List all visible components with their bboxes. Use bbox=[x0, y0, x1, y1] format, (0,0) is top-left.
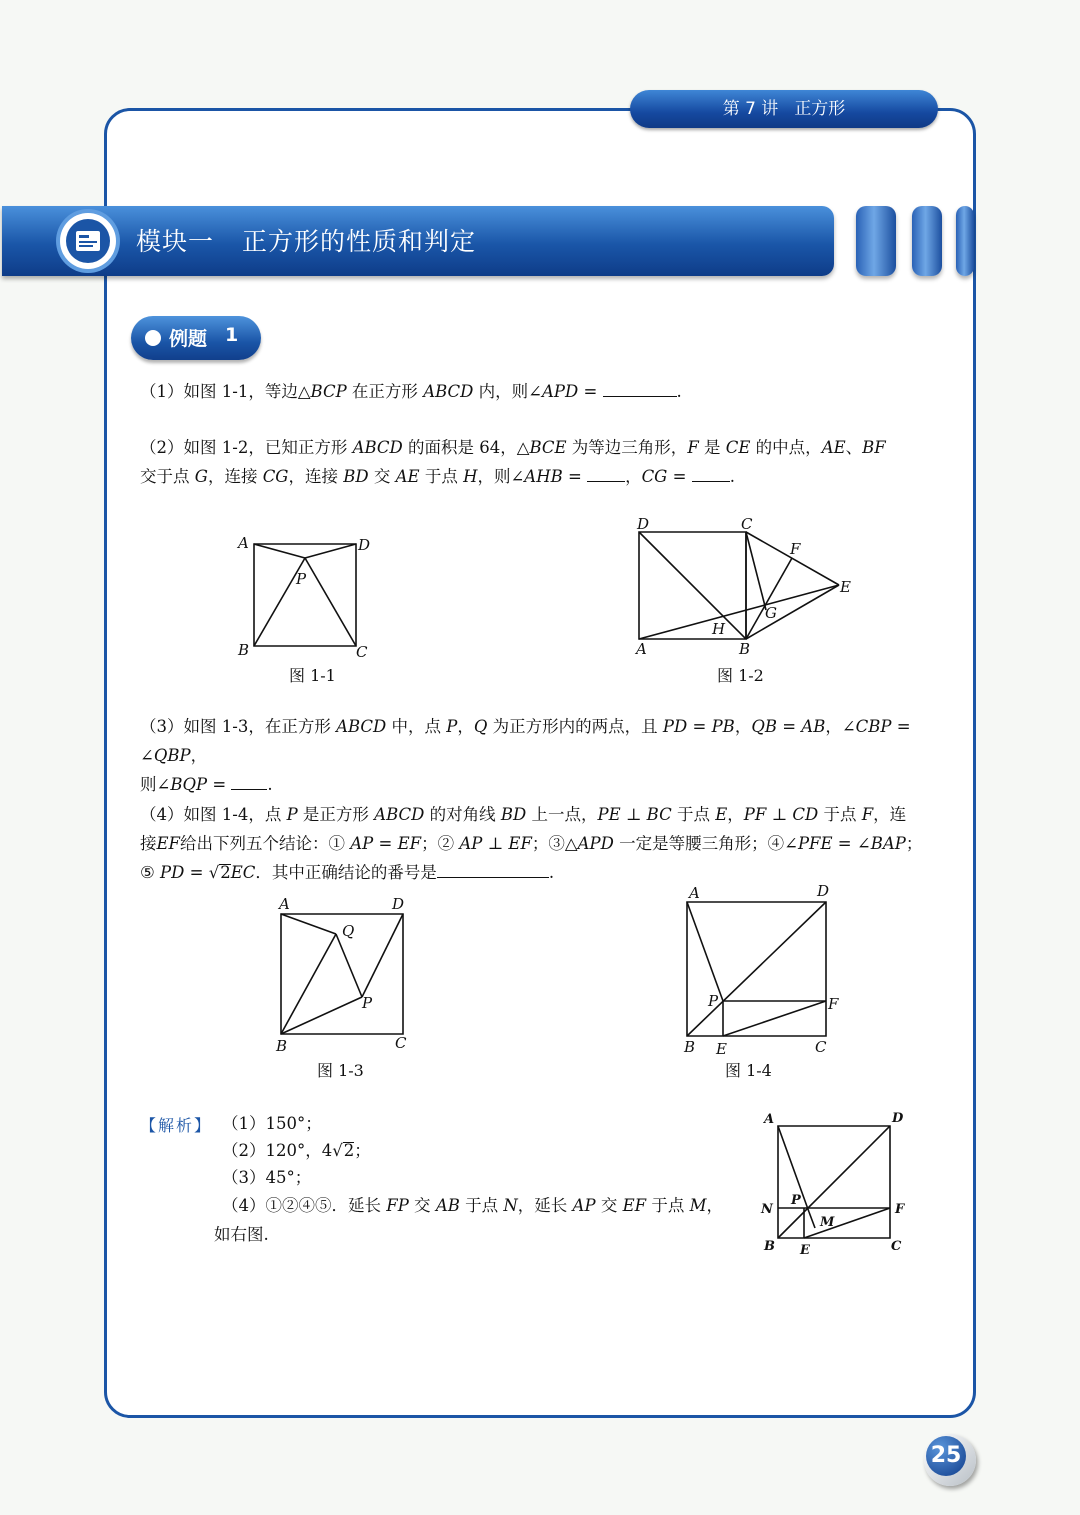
example-tab bbox=[131, 316, 261, 360]
answer-4: （4）①②④⑤．延长 FP 交 AB 于点 N，延长 AP 交 EF 于点 M， bbox=[222, 1196, 723, 1215]
point-label-b: B bbox=[684, 1038, 696, 1056]
segment-ef bbox=[804, 1208, 890, 1238]
answer-blank bbox=[231, 771, 267, 790]
lecture-number: 第 7 讲 bbox=[722, 99, 779, 119]
module-title bbox=[136, 222, 476, 258]
segment-db bbox=[639, 532, 746, 639]
page-number: 25 bbox=[926, 1436, 966, 1476]
figure-caption: 图 1-4 bbox=[725, 1061, 772, 1080]
banner-deco-bar bbox=[956, 206, 974, 276]
question-2: （2）如图 1-2，已知正方形 ABCD 的面积是 64，△BCE 为等边三角形，F 是 CE 的中点，AE、BF 交于点 G，连接 CG，连接 BD 交 AE 于点 H，则∠AHB = ，CG = . bbox=[140, 438, 886, 486]
segment-bp bbox=[281, 997, 362, 1034]
segment-be bbox=[746, 585, 839, 639]
radicand: 2 bbox=[220, 863, 231, 882]
segment-aq bbox=[281, 914, 336, 934]
point-label-a: A bbox=[279, 895, 290, 913]
point-label-d: D bbox=[817, 882, 830, 900]
point-label-e: E bbox=[840, 578, 851, 596]
point-label-d: D bbox=[637, 515, 650, 533]
point-label-b: B bbox=[764, 1239, 775, 1254]
example-label: 例题 bbox=[169, 328, 208, 350]
answer-blank bbox=[692, 463, 730, 482]
point-label-f: F bbox=[895, 1202, 905, 1217]
point-label-p: P bbox=[362, 994, 373, 1012]
point-label-d: D bbox=[892, 1111, 904, 1126]
segment-pm bbox=[809, 1212, 815, 1228]
point-label-p: P bbox=[296, 570, 307, 588]
point-label-a: A bbox=[764, 1112, 775, 1127]
point-label-b: B bbox=[238, 641, 250, 659]
segment-dp bbox=[362, 914, 403, 997]
example-number: 1 bbox=[225, 324, 239, 346]
segment-ef bbox=[723, 1001, 826, 1036]
point-label-c: C bbox=[815, 1038, 827, 1056]
segment-bf bbox=[746, 558, 792, 639]
point-label-f: F bbox=[790, 540, 801, 558]
point-label-h: H bbox=[712, 620, 726, 638]
point-label-c: C bbox=[741, 515, 753, 533]
module-doc-icon bbox=[60, 213, 116, 269]
segment-dp bbox=[305, 544, 356, 558]
radicand: 2 bbox=[343, 1141, 355, 1160]
point-label-c: C bbox=[891, 1239, 902, 1254]
point-label-m: M bbox=[820, 1215, 835, 1230]
figure-1-4 bbox=[684, 882, 844, 1058]
figure-caption: 图 1-3 bbox=[317, 1061, 364, 1080]
bullet-icon bbox=[145, 330, 161, 346]
point-label-q: Q bbox=[342, 922, 355, 940]
lecture-title: 正方形 bbox=[794, 99, 846, 119]
answer-blank bbox=[587, 463, 625, 482]
answer-1: （1）150°； bbox=[222, 1114, 322, 1133]
point-label-g: G bbox=[765, 604, 777, 622]
point-label-n: N bbox=[761, 1202, 773, 1217]
segment-cg bbox=[746, 532, 766, 610]
question-4: （4）如图 1-4，点 P 是正方形 ABCD 的对角线 BD 上一点，PE ⊥ BC 于点 E，PF ⊥ CD 于点 F，连 接EF给出下列五个结论：① AP = EF；② AP ⊥ EF；③△APD 一定是等腰三角形；④∠PFE = ∠BAP； ⑤ PD = √2EC．其中正确结论的番号是 . bbox=[140, 805, 923, 882]
banner-deco-bar bbox=[856, 206, 896, 276]
page-number-badge bbox=[924, 1434, 976, 1486]
figure-caption: 图 1-2 bbox=[717, 666, 764, 685]
answer-2: （2）120°，4√2； bbox=[222, 1141, 371, 1160]
answer-blank bbox=[603, 378, 677, 397]
question-3: （3）如图 1-3，在正方形 ABCD 中，点 P，Q 为正方形内的两点，且 PD = PB，QB = AB，∠CBP = ∠QBP， 则∠BQP = . bbox=[140, 717, 911, 794]
question-1: （1）如图 1-1，等边△BCP 在正方形 ABCD 内，则∠APD = . bbox=[140, 377, 948, 406]
point-label-d: D bbox=[392, 895, 405, 913]
figure-1-2 bbox=[634, 514, 864, 658]
point-label-c: C bbox=[395, 1034, 407, 1052]
module-label: 模块一 bbox=[136, 227, 215, 256]
figure-1-3 bbox=[274, 894, 414, 1055]
segment-ap bbox=[687, 902, 723, 1001]
module-heading: 正方形的性质和判定 bbox=[242, 227, 477, 256]
segment-ap bbox=[254, 544, 305, 558]
answer-figure bbox=[758, 1108, 918, 1258]
lecture-tab bbox=[630, 90, 938, 128]
point-label-a: A bbox=[238, 534, 249, 552]
point-label-a: A bbox=[636, 640, 647, 658]
answer-4-continued: 如右图. bbox=[214, 1225, 269, 1244]
point-label-e: E bbox=[800, 1243, 810, 1258]
point-label-e: E bbox=[716, 1040, 727, 1058]
segment-bq bbox=[281, 934, 336, 1034]
answer-3: （3）45°； bbox=[222, 1168, 312, 1187]
point-label-p: P bbox=[791, 1193, 801, 1208]
diagonal-bd bbox=[687, 902, 826, 1036]
segment-qp bbox=[336, 934, 362, 997]
point-label-f: F bbox=[828, 995, 839, 1013]
figure-caption: 图 1-1 bbox=[289, 666, 336, 685]
banner-deco-bar bbox=[912, 206, 942, 276]
analysis-heading: 【解析】 bbox=[140, 1116, 213, 1135]
point-label-a: A bbox=[689, 884, 700, 902]
point-label-b: B bbox=[276, 1037, 288, 1055]
point-label-p: P bbox=[708, 992, 719, 1010]
point-label-c: C bbox=[356, 643, 368, 661]
answer-blank bbox=[437, 859, 549, 878]
point-label-d: D bbox=[358, 536, 371, 554]
figure-1-1 bbox=[236, 530, 371, 661]
segment-cp bbox=[305, 558, 356, 646]
point-label-b: B bbox=[739, 640, 751, 658]
